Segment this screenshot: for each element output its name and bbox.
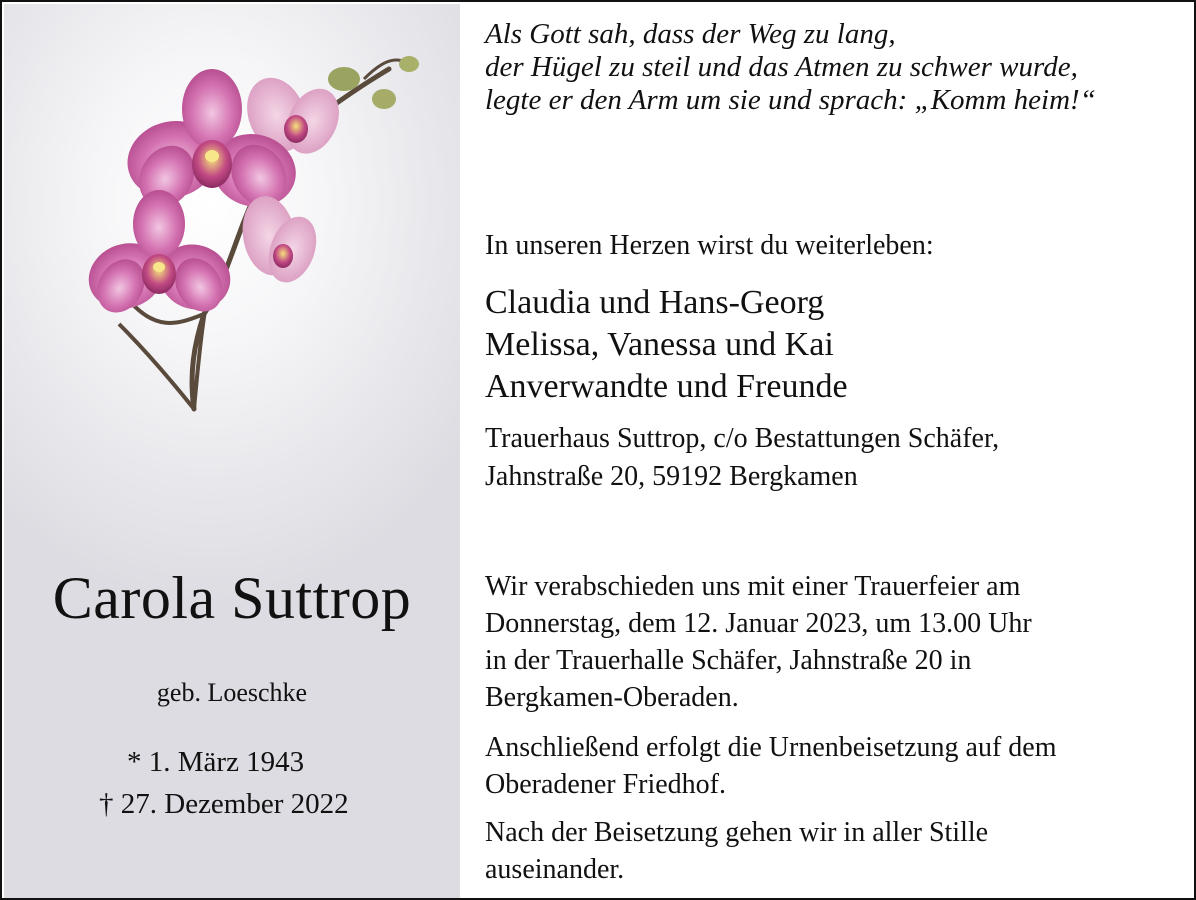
- poem-line: legte er den Arm um sie und sprach: „Komm heim!“: [485, 84, 1096, 116]
- ceremony-line: Bergkamen-Oberaden.: [485, 682, 739, 713]
- deceased-name: Carola Suttrop: [52, 565, 412, 631]
- burial-line: Oberadener Friedhof.: [485, 769, 727, 800]
- poem-line: Als Gott sah, dass der Weg zu lang,: [485, 18, 896, 50]
- burial-info: [485, 729, 1056, 803]
- mourner: Anverwandte und Freunde: [485, 368, 848, 405]
- orchid-icon: [64, 24, 444, 444]
- farewell-line: auseinander.: [485, 854, 625, 885]
- mourner: Melissa, Vanessa und Kai: [485, 326, 834, 363]
- life-dates: [99, 741, 349, 825]
- ceremony-info: [485, 568, 1032, 716]
- mourner: Claudia und Hans-Georg: [485, 284, 825, 321]
- ceremony-line: in der Trauerhalle Schäfer, Jahnstraße 20 in: [485, 645, 972, 676]
- ceremony-line: Wir verabschieden uns mit einer Trauerfeier am: [485, 571, 1021, 602]
- address-line: Trauerhaus Suttrop, c/o Bestattungen Schäfer,: [485, 423, 1000, 454]
- address: [485, 420, 999, 496]
- left-panel: [4, 4, 460, 900]
- poem-line: der Hügel zu steil und das Atmen zu schwer wurde,: [485, 51, 1078, 83]
- birth-date: * 1. März 1943: [127, 746, 305, 778]
- maiden-name: geb. Loeschke: [156, 678, 308, 707]
- death-date: † 27. Dezember 2022: [99, 788, 349, 820]
- address-line: Jahnstraße 20, 59192 Bergkamen: [485, 461, 858, 492]
- mourners-list: [485, 282, 848, 408]
- ceremony-line: Donnerstag, dem 12. Januar 2023, um 13.00 Uhr: [485, 608, 1032, 639]
- poem: [485, 18, 1185, 117]
- heart-line: In unseren Herzen wirst du weiterleben:: [485, 230, 934, 261]
- burial-line: Anschließend erfolgt die Urnenbeisetzung auf dem: [485, 732, 1057, 763]
- farewell-line: Nach der Beisetzung gehen wir in aller Stille: [485, 817, 989, 848]
- farewell-info: [485, 814, 988, 888]
